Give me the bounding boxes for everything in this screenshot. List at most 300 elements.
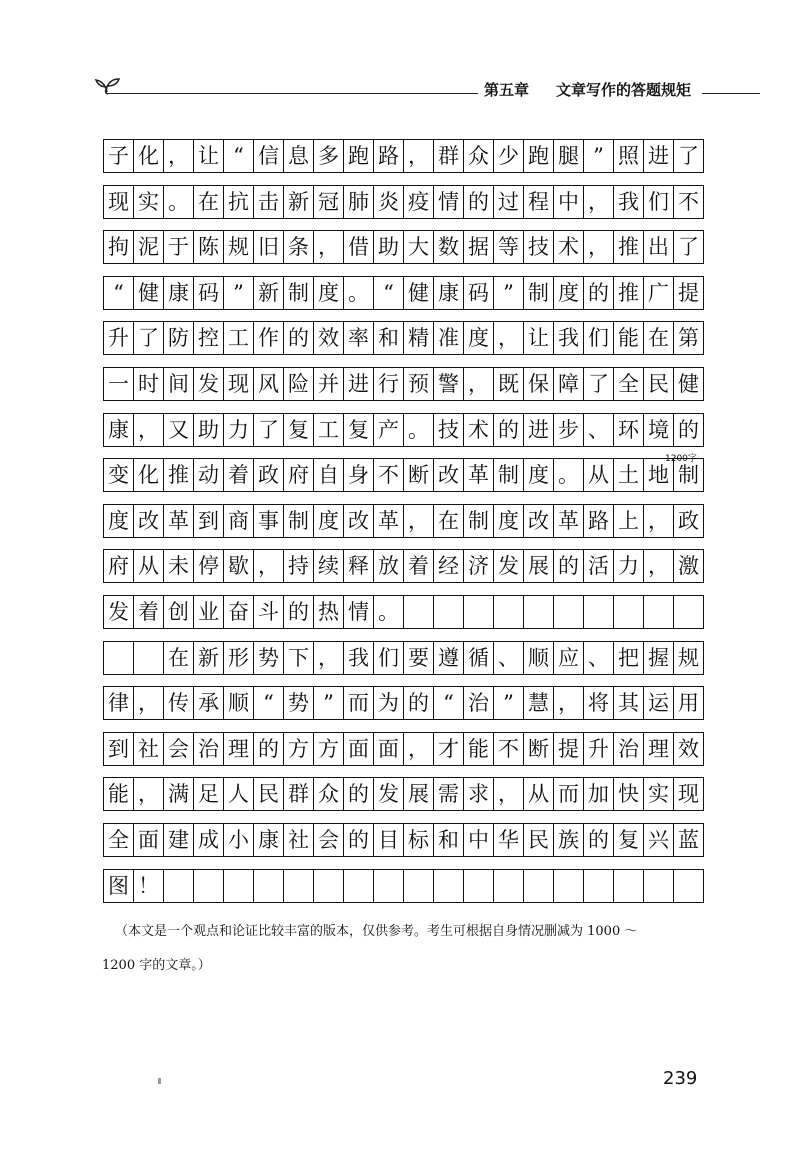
grid-cell: “ bbox=[434, 687, 464, 719]
grid-cell: 持 bbox=[284, 550, 314, 582]
grid-cell: 族 bbox=[554, 824, 584, 856]
grid-cell: 中 bbox=[554, 186, 584, 218]
grid-cell: 未 bbox=[164, 550, 194, 582]
grid-cell: 其 bbox=[614, 687, 644, 719]
grid-cell: 现 bbox=[678, 781, 699, 806]
grid-cell: 顺 bbox=[524, 642, 554, 674]
grid-cell: 又 bbox=[164, 414, 194, 446]
grid-cell: 断 bbox=[404, 459, 434, 491]
grid-cell: 上 bbox=[614, 505, 644, 537]
grid-cell: 能 bbox=[464, 733, 494, 765]
header-rule-right bbox=[702, 93, 760, 94]
grid-row bbox=[103, 367, 704, 401]
grid-cell: 自 bbox=[314, 459, 344, 491]
grid-cell: 不 bbox=[374, 459, 404, 491]
grid-cell: 实 bbox=[134, 186, 164, 218]
grid-cell: 应 bbox=[554, 642, 584, 674]
grid-cell: 的 bbox=[254, 733, 284, 765]
grid-cell: 承 bbox=[194, 687, 224, 719]
grid-cell: 停 bbox=[194, 550, 224, 582]
grid-cell: 商 bbox=[224, 505, 254, 537]
grid-cell: 的 bbox=[344, 824, 374, 856]
grid-cell: 康 bbox=[254, 824, 284, 856]
grid-cell: 顺 bbox=[224, 687, 254, 719]
grid-row bbox=[103, 686, 704, 720]
grid-cell: 让 bbox=[524, 322, 554, 354]
grid-cell: 成 bbox=[194, 824, 224, 856]
grid-cell bbox=[614, 870, 644, 902]
grid-cell: 面 bbox=[374, 733, 404, 765]
grid-cell: 为 bbox=[374, 687, 404, 719]
grid-cell: “ bbox=[104, 277, 134, 309]
grid-cell: 需 bbox=[434, 778, 464, 810]
grid-cell: 了 bbox=[584, 368, 614, 400]
grid-cell: ” bbox=[224, 277, 254, 309]
grid-cell: 度 bbox=[314, 505, 344, 537]
grid-cell: 而 bbox=[344, 687, 374, 719]
grid-cell: 传 bbox=[164, 687, 194, 719]
grid-cell: 效 bbox=[678, 736, 699, 761]
grid-cell: ， bbox=[404, 140, 434, 172]
grid-cell bbox=[434, 596, 464, 628]
grid-cell: 风 bbox=[254, 368, 284, 400]
grid-cell: 在 bbox=[644, 322, 674, 354]
grid-cell: 率 bbox=[344, 322, 374, 354]
grid-cell: 在 bbox=[194, 186, 224, 218]
grid-cell: ” bbox=[314, 687, 344, 719]
grid-cell: 要 bbox=[404, 642, 434, 674]
grid-cell: 路 bbox=[374, 140, 404, 172]
grid-cell: 新 bbox=[254, 277, 284, 309]
grid-cell: 现 bbox=[104, 186, 134, 218]
grid-cell: ！ bbox=[134, 870, 164, 902]
grid-row bbox=[103, 732, 704, 766]
grid-cell: 不 bbox=[494, 733, 524, 765]
grid-cell: 拘 bbox=[104, 231, 134, 263]
grid-cell: 子 bbox=[104, 140, 134, 172]
grid-cell: 。 bbox=[554, 459, 584, 491]
grid-cell: 着 bbox=[404, 550, 434, 582]
grid-cell: 府 bbox=[284, 459, 314, 491]
grid-cell bbox=[194, 870, 224, 902]
grid-cell: 民 bbox=[644, 368, 674, 400]
grid-row bbox=[103, 823, 704, 857]
grid-cell: ， bbox=[644, 550, 674, 582]
grid-cell: 冠 bbox=[314, 186, 344, 218]
grid-cell: 续 bbox=[314, 550, 344, 582]
grid-cell bbox=[494, 596, 524, 628]
grid-cell: 着 bbox=[224, 459, 254, 491]
grid-cell: 旧 bbox=[254, 231, 284, 263]
grid-cell: 照 bbox=[614, 140, 644, 172]
grid-cell: 行 bbox=[374, 368, 404, 400]
grid-cell: 身 bbox=[344, 459, 374, 491]
grid-cell bbox=[284, 870, 314, 902]
grid-row bbox=[103, 139, 704, 173]
grid-cell: 险 bbox=[284, 368, 314, 400]
grid-cell bbox=[554, 596, 584, 628]
grid-cell: 放 bbox=[374, 550, 404, 582]
grid-cell: 们 bbox=[374, 642, 404, 674]
grid-cell bbox=[464, 596, 494, 628]
grid-cell: 健 bbox=[134, 277, 164, 309]
grid-cell bbox=[644, 596, 674, 628]
chapter-title: 文章写作的答题规矩 bbox=[556, 81, 692, 99]
grid-cell: 既 bbox=[494, 368, 524, 400]
grid-cell: 度 bbox=[494, 505, 524, 537]
grid-cell: 推 bbox=[164, 459, 194, 491]
grid-cell: 的 bbox=[584, 277, 614, 309]
grid-cell: 群 bbox=[284, 778, 314, 810]
chapter-label: 第五章 bbox=[484, 81, 530, 99]
grid-cell: 用 bbox=[678, 690, 699, 715]
grid-row bbox=[103, 641, 704, 675]
grid-cell: 制 bbox=[464, 505, 494, 537]
grid-cell: 效 bbox=[314, 322, 344, 354]
grid-cell: 术 bbox=[554, 231, 584, 263]
grid-cell: 方 bbox=[284, 733, 314, 765]
grid-cell: 下 bbox=[284, 642, 314, 674]
grid-cell: 抗 bbox=[224, 186, 254, 218]
page-number: 239 bbox=[663, 1068, 698, 1089]
grid-cell: 路 bbox=[584, 505, 614, 537]
grid-cell: 发 bbox=[494, 550, 524, 582]
grid-cell: 奋 bbox=[224, 596, 254, 628]
grid-cell: 政 bbox=[678, 508, 699, 533]
grid-cell: 炎 bbox=[374, 186, 404, 218]
grid-cell: 度 bbox=[554, 277, 584, 309]
grid-cell: 势 bbox=[254, 642, 284, 674]
grid-cell: 、 bbox=[584, 414, 614, 446]
grid-row bbox=[103, 549, 704, 583]
grid-cell: 动 bbox=[194, 459, 224, 491]
grid-cell bbox=[164, 870, 194, 902]
grid-cell: 改 bbox=[134, 505, 164, 537]
grid-cell: 度 bbox=[314, 277, 344, 309]
grid-cell: 一 bbox=[104, 368, 134, 400]
grid-cell: 会 bbox=[164, 733, 194, 765]
grid-cell: 人 bbox=[224, 778, 254, 810]
grid-cell bbox=[674, 870, 703, 902]
grid-cell: ， bbox=[314, 231, 344, 263]
grid-cell bbox=[524, 596, 554, 628]
grid-cell: 于 bbox=[164, 231, 194, 263]
grid-cell: ， bbox=[134, 414, 164, 446]
grid-cell: ， bbox=[554, 687, 584, 719]
grid-cell: 的 bbox=[404, 687, 434, 719]
grid-cell: 改 bbox=[344, 505, 374, 537]
grid-cell: 度 bbox=[524, 459, 554, 491]
grid-row bbox=[103, 458, 704, 492]
grid-cell: 提 bbox=[678, 280, 699, 305]
grid-cell: 变 bbox=[104, 459, 134, 491]
grid-cell bbox=[644, 870, 674, 902]
grid-cell: ” bbox=[494, 687, 524, 719]
grid-cell: 制 bbox=[284, 505, 314, 537]
grid-row bbox=[103, 185, 704, 219]
grid-cell bbox=[584, 596, 614, 628]
grid-cell: 着 bbox=[134, 596, 164, 628]
grid-cell: 制 bbox=[524, 277, 554, 309]
grid-cell: 的 bbox=[344, 778, 374, 810]
grid-cell: 将 bbox=[584, 687, 614, 719]
grid-cell bbox=[404, 596, 434, 628]
grid-cell: 情 bbox=[434, 186, 464, 218]
grid-cell: ， bbox=[494, 778, 524, 810]
grid-cell: “ bbox=[374, 277, 404, 309]
grid-cell: 警 bbox=[434, 368, 464, 400]
grid-cell: 从 bbox=[524, 778, 554, 810]
grid-cell: 保 bbox=[524, 368, 554, 400]
grid-cell: 众 bbox=[314, 778, 344, 810]
grid-cell: ， bbox=[134, 778, 164, 810]
grid-cell: 慧 bbox=[524, 687, 554, 719]
grid-cell: 规 bbox=[678, 645, 699, 670]
grid-row bbox=[103, 321, 704, 355]
grid-cell: 控 bbox=[194, 322, 224, 354]
grid-cell: 进 bbox=[524, 414, 554, 446]
grid-row bbox=[103, 595, 704, 629]
grid-cell: 复 bbox=[614, 824, 644, 856]
grid-cell: 治 bbox=[614, 733, 644, 765]
grid-cell: 理 bbox=[644, 733, 674, 765]
grid-cell: 条 bbox=[284, 231, 314, 263]
grid-cell: 遵 bbox=[434, 642, 464, 674]
grid-cell: 从 bbox=[134, 550, 164, 582]
grid-cell: 升 bbox=[584, 733, 614, 765]
grid-cell: 境 bbox=[644, 414, 674, 446]
grid-cell bbox=[404, 870, 434, 902]
grid-cell: 进 bbox=[344, 368, 374, 400]
grid-cell: 中 bbox=[464, 824, 494, 856]
grid-cell bbox=[614, 596, 644, 628]
grid-cell: 。 bbox=[344, 277, 374, 309]
grid-cell: 的 bbox=[554, 550, 584, 582]
grid-cell: 经 bbox=[434, 550, 464, 582]
grid-cell: 众 bbox=[464, 140, 494, 172]
grid-cell: 了 bbox=[678, 234, 699, 259]
grid-cell: 目 bbox=[374, 824, 404, 856]
grid-cell: 在 bbox=[434, 505, 464, 537]
grid-cell: 度 bbox=[104, 505, 134, 537]
grid-cell: 快 bbox=[614, 778, 644, 810]
grid-cell: 广 bbox=[644, 277, 674, 309]
grid-cell: 疫 bbox=[404, 186, 434, 218]
grid-cell: 助 bbox=[194, 414, 224, 446]
grid-cell bbox=[464, 870, 494, 902]
grid-cell: 革 bbox=[554, 505, 584, 537]
grid-cell: 击 bbox=[254, 186, 284, 218]
grid-cell: 社 bbox=[284, 824, 314, 856]
grid-cell: 新 bbox=[284, 186, 314, 218]
grid-cell: 斗 bbox=[254, 596, 284, 628]
grid-cell: 从 bbox=[584, 459, 614, 491]
grid-cell: 社 bbox=[134, 733, 164, 765]
grid-cell: 力 bbox=[224, 414, 254, 446]
grid-row bbox=[103, 777, 704, 811]
grid-cell: 作 bbox=[254, 322, 284, 354]
grid-cell: 能 bbox=[614, 322, 644, 354]
grid-cell: 情 bbox=[344, 596, 374, 628]
grid-cell: ， bbox=[584, 231, 614, 263]
grid-cell: 握 bbox=[644, 642, 674, 674]
grid-cell: ， bbox=[464, 368, 494, 400]
grid-cell: 时 bbox=[134, 368, 164, 400]
grid-cell: 。 bbox=[374, 596, 404, 628]
grid-cell: 改 bbox=[524, 505, 554, 537]
grid-cell: 满 bbox=[164, 778, 194, 810]
grid-cell: 发 bbox=[194, 368, 224, 400]
footnote-line-1: （本文是一个观点和论证比较丰富的版本，仅供参考。考生可根据自身情况删减为 1000 ～ bbox=[115, 924, 638, 939]
grid-cell: 改 bbox=[434, 459, 464, 491]
header-rule bbox=[108, 93, 478, 94]
grid-cell: 创 bbox=[164, 596, 194, 628]
grid-cell: 治 bbox=[194, 733, 224, 765]
grid-cell: 新 bbox=[194, 642, 224, 674]
grid-cell: 让 bbox=[194, 140, 224, 172]
grid-cell: 力 bbox=[614, 550, 644, 582]
grid-cell: 技 bbox=[524, 231, 554, 263]
grid-cell bbox=[494, 870, 524, 902]
grid-cell: ， bbox=[404, 733, 434, 765]
grid-cell: 化 bbox=[134, 459, 164, 491]
grid-cell: 才 bbox=[434, 733, 464, 765]
grid-cell: 、 bbox=[494, 642, 524, 674]
grid-cell: 化 bbox=[134, 140, 164, 172]
grid-cell: 发 bbox=[374, 778, 404, 810]
grid-cell: 的 bbox=[584, 824, 614, 856]
grid-cell: 规 bbox=[224, 231, 254, 263]
grid-cell: 和 bbox=[374, 322, 404, 354]
grid-cell: 间 bbox=[164, 368, 194, 400]
grid-cell: 康 bbox=[104, 414, 134, 446]
grid-cell: 在 bbox=[164, 642, 194, 674]
grid-cell: 进 bbox=[644, 140, 674, 172]
grid-cell: 而 bbox=[554, 778, 584, 810]
grid-cell: 理 bbox=[224, 733, 254, 765]
grid-cell: 热 bbox=[314, 596, 344, 628]
grid-cell: 环 bbox=[614, 414, 644, 446]
footnote bbox=[102, 915, 705, 983]
grid-cell bbox=[554, 870, 584, 902]
grid-cell: “ bbox=[254, 687, 284, 719]
grid-cell: 大 bbox=[404, 231, 434, 263]
grid-cell: 借 bbox=[344, 231, 374, 263]
grid-row bbox=[103, 413, 704, 447]
grid-cell: 兴 bbox=[644, 824, 674, 856]
grid-cell: 制 bbox=[678, 462, 699, 487]
grid-cell bbox=[314, 870, 344, 902]
grid-cell: 律 bbox=[104, 687, 134, 719]
grid-cell: 码 bbox=[194, 277, 224, 309]
grid-cell: 多 bbox=[314, 140, 344, 172]
grid-cell: 腿 bbox=[554, 140, 584, 172]
grid-cell: 技 bbox=[434, 414, 464, 446]
grid-cell: 加 bbox=[584, 778, 614, 810]
grid-cell: ， bbox=[584, 186, 614, 218]
grid-cell: 足 bbox=[194, 778, 224, 810]
grid-cell: 小 bbox=[224, 824, 254, 856]
grid-row bbox=[103, 504, 704, 538]
grid-cell: 助 bbox=[374, 231, 404, 263]
grid-cell: 跑 bbox=[344, 140, 374, 172]
grid-cell: 面 bbox=[344, 733, 374, 765]
grid-cell: 我 bbox=[344, 642, 374, 674]
grid-cell: 求 bbox=[464, 778, 494, 810]
grid-cell: 全 bbox=[614, 368, 644, 400]
grid-cell: ， bbox=[404, 505, 434, 537]
grid-cell: 信 bbox=[254, 140, 284, 172]
grid-cell: 展 bbox=[524, 550, 554, 582]
grid-cell: 到 bbox=[104, 733, 134, 765]
grid-cell: ” bbox=[494, 277, 524, 309]
grid-cell: 。 bbox=[164, 186, 194, 218]
grid-cell bbox=[254, 870, 284, 902]
grid-cell: “ bbox=[224, 140, 254, 172]
grid-cell: 第 bbox=[678, 325, 699, 350]
grid-cell: 们 bbox=[644, 186, 674, 218]
grid-cell: 康 bbox=[434, 277, 464, 309]
grid-cell: 我 bbox=[614, 186, 644, 218]
grid-cell: 健 bbox=[678, 371, 699, 396]
grid-cell: 全 bbox=[104, 824, 134, 856]
grid-cell: 和 bbox=[434, 824, 464, 856]
grid-cell: 了 bbox=[134, 322, 164, 354]
grid-cell: 府 bbox=[104, 550, 134, 582]
grid-cell: 预 bbox=[404, 368, 434, 400]
grid-row bbox=[103, 869, 704, 903]
grid-cell: ” bbox=[584, 140, 614, 172]
grid-cell: 少 bbox=[494, 140, 524, 172]
grid-cell: 运 bbox=[644, 687, 674, 719]
grid-cell: 势 bbox=[284, 687, 314, 719]
grid-cell: 程 bbox=[524, 186, 554, 218]
grid-cell: 推 bbox=[614, 277, 644, 309]
grid-cell: 革 bbox=[464, 459, 494, 491]
grid-cell: ， bbox=[254, 550, 284, 582]
grid-cell: 业 bbox=[194, 596, 224, 628]
grid-cell: 数 bbox=[434, 231, 464, 263]
grid-cell: ， bbox=[494, 322, 524, 354]
grid-cell: 民 bbox=[524, 824, 554, 856]
grid-cell: 实 bbox=[644, 778, 674, 810]
sprout-icon bbox=[92, 70, 122, 100]
grid-cell: 防 bbox=[164, 322, 194, 354]
grid-cell: 到 bbox=[194, 505, 224, 537]
grid-cell: 精 bbox=[404, 322, 434, 354]
grid-cell: 出 bbox=[644, 231, 674, 263]
grid-cell: ， bbox=[164, 140, 194, 172]
grid-cell: 推 bbox=[614, 231, 644, 263]
footnote-line-2: 1200 字的文章。） bbox=[102, 958, 211, 973]
grid-cell: 现 bbox=[224, 368, 254, 400]
grid-cell: 据 bbox=[464, 231, 494, 263]
grid-cell: 并 bbox=[314, 368, 344, 400]
grid-row bbox=[103, 230, 704, 264]
grid-cell: 治 bbox=[464, 687, 494, 719]
grid-cell: 复 bbox=[284, 414, 314, 446]
grid-cell: 激 bbox=[678, 553, 699, 578]
grid-cell: 释 bbox=[344, 550, 374, 582]
grid-cell: 了 bbox=[254, 414, 284, 446]
grid-cell: 的 bbox=[494, 414, 524, 446]
grid-cell: 提 bbox=[554, 733, 584, 765]
grid-cell: 面 bbox=[134, 824, 164, 856]
grid-cell bbox=[344, 870, 374, 902]
grid-cell: 泥 bbox=[134, 231, 164, 263]
grid-cell: 歇 bbox=[224, 550, 254, 582]
grid-cell: 革 bbox=[164, 505, 194, 537]
